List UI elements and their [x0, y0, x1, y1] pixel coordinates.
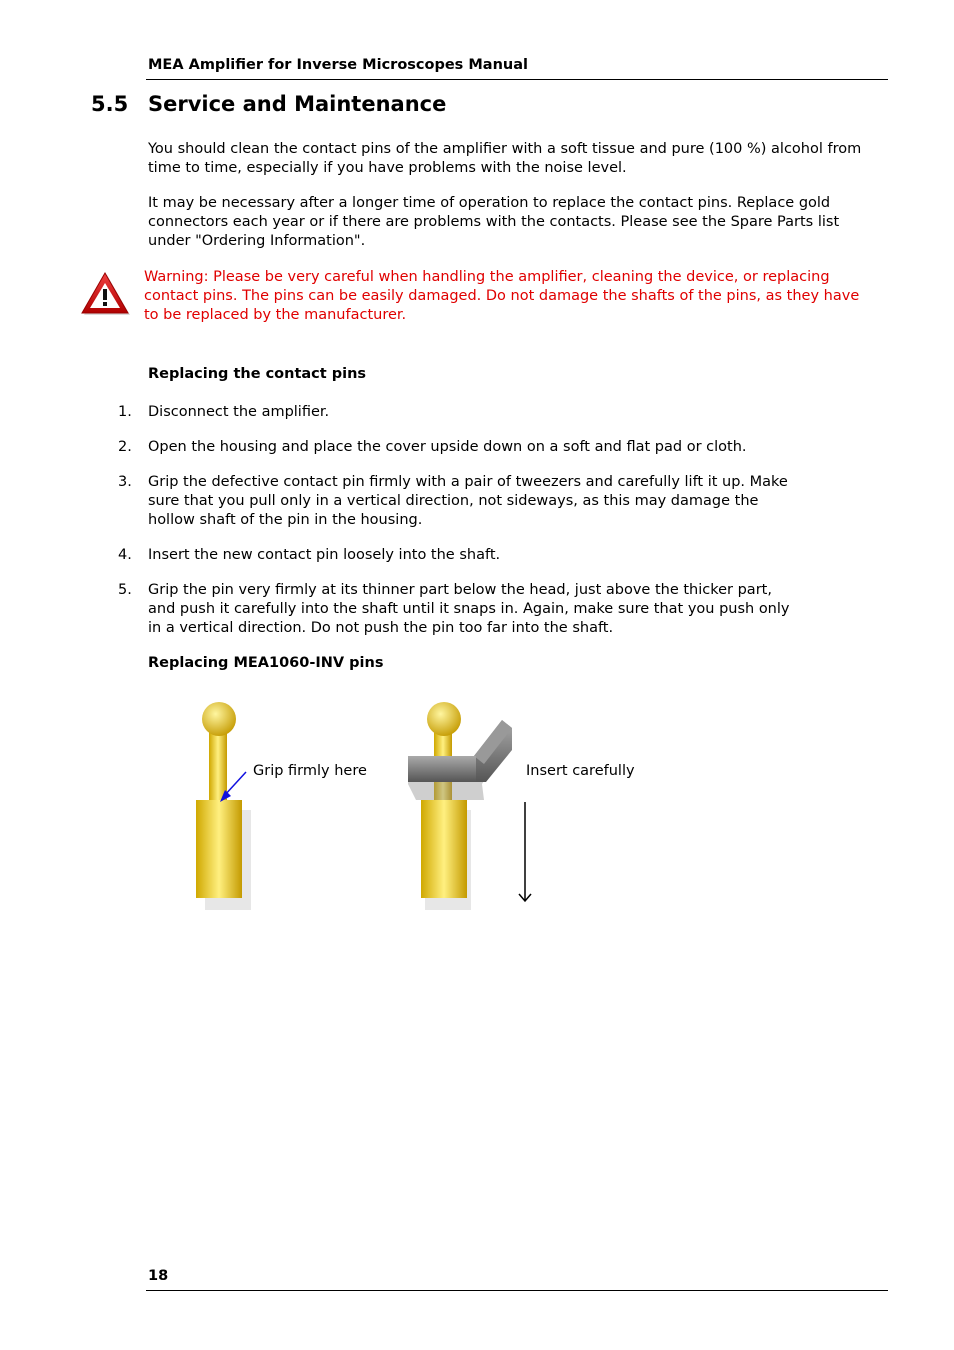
step-text: Grip the pin very firmly at its thinner part below the head, just above the thicker part, and push it carefully into the shaft until it snaps in. Again, make sure that you push only in a vertical direction. Do not push the pin too far into the shaft. — [148, 582, 790, 636]
step-text: Insert the new contact pin loosely into the shaft. — [148, 547, 501, 563]
list-item — [118, 546, 818, 565]
step-text: Disconnect the amplifier. — [148, 404, 330, 420]
section-number: 5.5 — [91, 92, 129, 116]
pin-left — [196, 702, 251, 910]
insert-label: Insert carefully — [526, 763, 635, 779]
step-text: Open the housing and place the cover upside down on a soft and flat pad or cloth. — [148, 439, 747, 455]
step-number: 2. — [118, 439, 132, 455]
pin-right — [421, 702, 471, 910]
footer-rule — [146, 1290, 888, 1291]
grip-label: Grip firmly here — [253, 763, 367, 779]
running-header: MEA Amplifier for Inverse Microscopes Manual — [148, 57, 528, 73]
paragraph-cleaning: You should clean the contact pins of the amplifier with a soft tissue and pure (100 %) alcohol from time to time, especially if you have problems with the noise level. — [148, 141, 862, 176]
insert-direction-arrow — [519, 802, 531, 901]
figure-heading: Replacing MEA1060-INV pins — [148, 655, 384, 671]
warning-text: Warning: Please be very careful when handling the amplifier, cleaning the device, or replacing contact pins. The pins can be easily damaged. Do not damage the shafts of the pins, as they have to be replaced by the manufacturer. — [144, 269, 860, 323]
list-item — [118, 473, 818, 530]
tweezers-tool — [408, 720, 512, 800]
step-number: 1. — [118, 404, 132, 420]
step-number: 5. — [118, 582, 132, 598]
header-rule — [146, 79, 888, 80]
list-item — [118, 438, 818, 457]
list-item — [118, 581, 818, 638]
step-text: Grip the defective contact pin firmly with a pair of tweezers and carefully lift it up. Make sure that you pull only in a vertical direction, not sideways, as this may damage the hollow shaft of the pin in the housing. — [148, 474, 788, 528]
step-number: 3. — [118, 474, 132, 490]
section-heading — [91, 92, 446, 116]
section-title: Service and Maintenance — [148, 92, 447, 116]
subheading-replacing-pins: Replacing the contact pins — [148, 366, 367, 382]
step-number: 4. — [118, 547, 132, 563]
warning-triangle-icon — [80, 270, 130, 316]
page-number: 18 — [148, 1268, 169, 1284]
paragraph-replacement: It may be necessary after a longer time of operation to replace the contact pins. Replace gold connectors each year or if there are problems with the contacts. Please see the Spare Parts list under "Ordering Information". — [148, 195, 840, 249]
list-item — [118, 403, 818, 422]
pin-replacement-figure — [180, 690, 660, 930]
